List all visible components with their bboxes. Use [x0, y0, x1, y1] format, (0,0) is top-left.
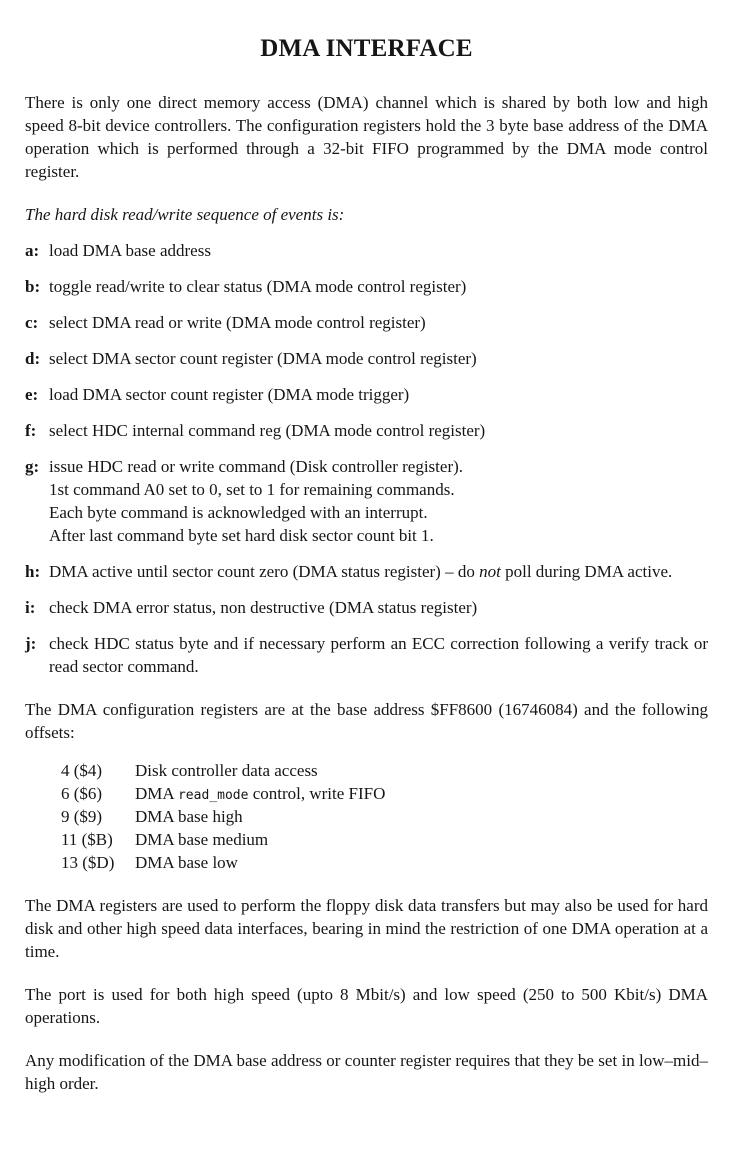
step-letter: j: — [25, 634, 37, 653]
code-text: read_mode — [177, 788, 249, 803]
step-letter: i: — [25, 598, 36, 617]
step-text: load DMA sector count register (DMA mode trigger) — [49, 385, 410, 404]
offset-row — [61, 851, 708, 874]
emphasis-text: not — [479, 562, 501, 581]
offset-code: 13 ($D) — [61, 853, 115, 872]
offset-code: 9 ($9) — [61, 807, 103, 826]
offset-desc-part: DMA — [135, 784, 178, 803]
step-f — [25, 419, 708, 442]
sequence-heading: The hard disk read/write sequence of events is: — [25, 205, 345, 224]
step-letter: a: — [25, 241, 40, 260]
step-line: 1st command A0 set to 0, set to 1 for remaining commands. — [49, 480, 455, 499]
offset-table — [61, 759, 708, 874]
body-paragraph: The DMA registers are used to perform the floppy disk data transfers but may also be used for hard disk and other high speed data interfaces, bearing in mind the restriction of one DMA operation at a time. — [25, 896, 708, 961]
step-text: load DMA base address — [49, 241, 211, 260]
offset-desc — [135, 782, 385, 805]
offset-row — [61, 782, 708, 805]
step-text: select DMA sector count register (DMA mode control register) — [49, 349, 477, 368]
step-line: After last command byte set hard disk sector count bit 1. — [49, 526, 434, 545]
body-paragraph: Any modification of the DMA base address or counter register requires that they be set in low–mid–high order. — [25, 1051, 708, 1093]
step-letter: e: — [25, 385, 39, 404]
step-text: check HDC status byte and if necessary perform an ECC correction following a verify track or read sector command. — [49, 634, 708, 676]
offset-code: 11 ($B) — [61, 830, 113, 849]
step-letter: c: — [25, 313, 39, 332]
step-c — [25, 311, 708, 334]
step-letter: f: — [25, 421, 37, 440]
intro-paragraph: There is only one direct memory access (DMA) channel which is shared by both low and high speed 8-bit device controllers. The configuration registers hold the 3 byte base address of the DMA operation which is performed through a 32-bit FIFO programmed by the DMA mode control register. — [25, 93, 708, 181]
step-g — [25, 455, 708, 547]
sequence-steps — [25, 239, 708, 678]
step-d — [25, 347, 708, 370]
step-text — [49, 455, 708, 547]
offset-row — [61, 828, 708, 851]
offset-code: 4 ($4) — [61, 761, 103, 780]
step-text: select HDC internal command reg (DMA mode control register) — [49, 421, 486, 440]
offset-code: 6 ($6) — [61, 784, 103, 803]
step-text — [49, 560, 708, 583]
step-line: Each byte command is acknowledged with an interrupt. — [49, 503, 428, 522]
step-letter: g: — [25, 457, 40, 476]
offset-desc: DMA base high — [135, 807, 243, 826]
step-text: check DMA error status, non destructive (DMA status register) — [49, 598, 478, 617]
step-e — [25, 383, 708, 406]
step-text: select DMA read or write (DMA mode control register) — [49, 313, 426, 332]
step-text-part: DMA active until sector count zero (DMA status register) – do — [49, 562, 480, 581]
step-letter: d: — [25, 349, 41, 368]
offset-desc-part: control, write FIFO — [248, 784, 386, 803]
offset-desc: DMA base low — [135, 853, 238, 872]
step-b — [25, 275, 708, 298]
step-a — [25, 239, 708, 262]
config-paragraph: The DMA configuration registers are at the base address $FF8600 (16746084) and the following offsets: — [25, 700, 708, 742]
offset-desc: DMA base medium — [135, 830, 269, 849]
offset-row — [61, 805, 708, 828]
step-letter: b: — [25, 277, 41, 296]
step-text: toggle read/write to clear status (DMA mode control register) — [49, 277, 467, 296]
offset-desc: Disk controller data access — [135, 761, 318, 780]
step-text-part: poll during DMA active. — [500, 562, 673, 581]
page-title: DMA INTERFACE — [260, 35, 473, 62]
body-paragraph: The port is used for both high speed (upto 8 Mbit/s) and low speed (250 to 500 Kbit/s) DMA operations. — [25, 985, 708, 1027]
offset-row — [61, 759, 708, 782]
step-letter: h: — [25, 562, 41, 581]
step-i — [25, 596, 708, 619]
step-j — [25, 632, 708, 678]
step-line: issue HDC read or write command (Disk controller register). — [49, 457, 464, 476]
step-h — [25, 560, 708, 583]
